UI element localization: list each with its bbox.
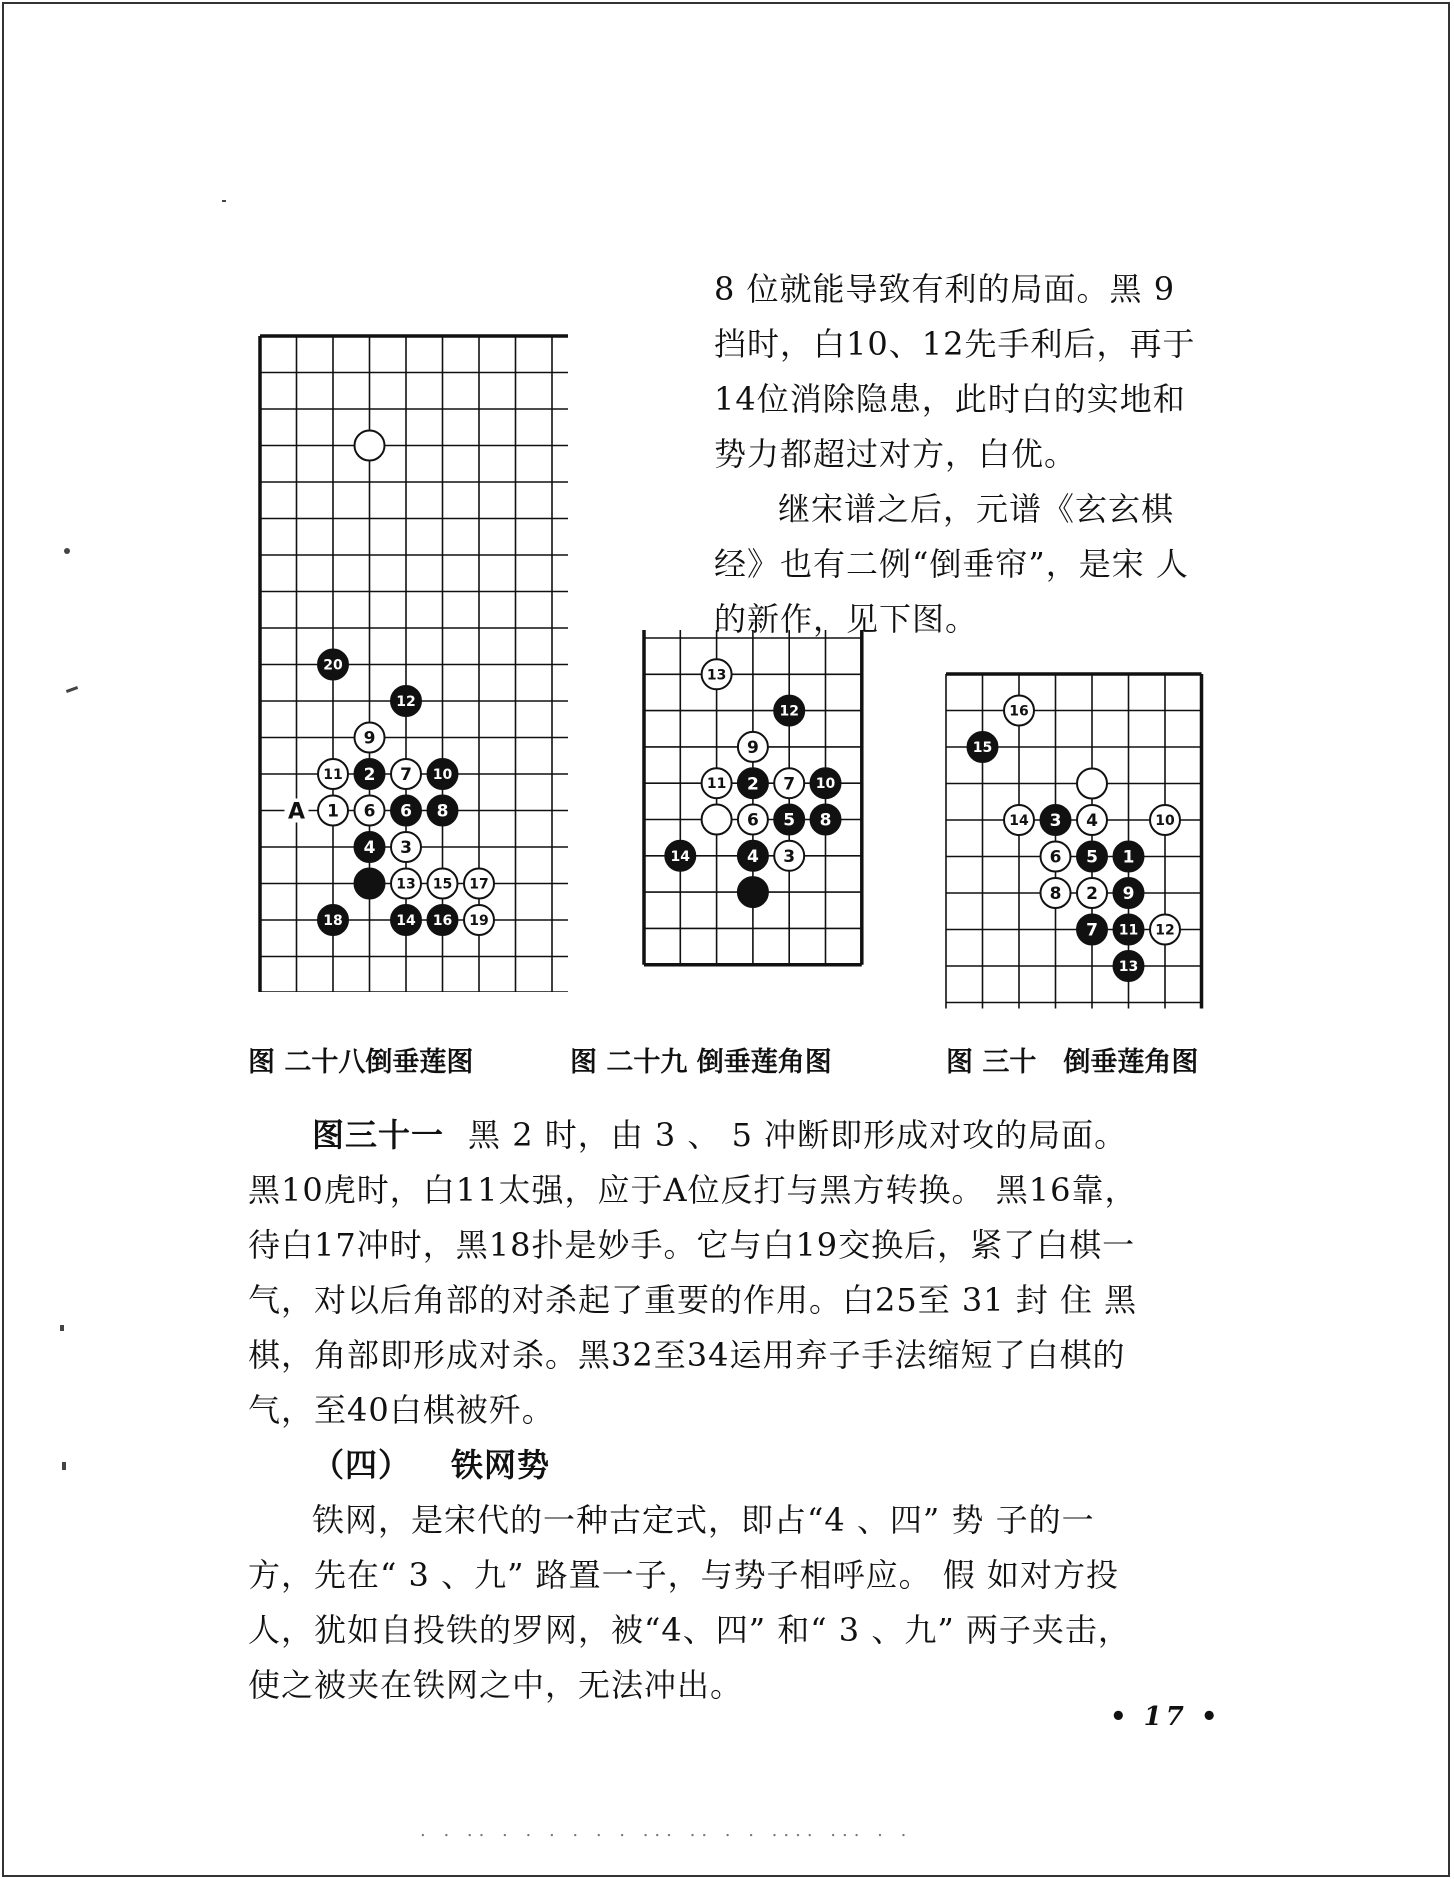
text-line: 棋，角部即形成对杀。黑32至34运用弃子手法缩短了白棋的 bbox=[248, 1336, 1126, 1374]
stone-label: 11 bbox=[706, 776, 727, 793]
go-board-svg bbox=[258, 328, 598, 992]
text-line: 继宋谱之后，元谱《玄玄棋 bbox=[778, 490, 1175, 528]
page-number: • 17 • bbox=[1110, 1702, 1222, 1732]
stone-label: 14 bbox=[1009, 813, 1029, 830]
scan-speck bbox=[222, 200, 226, 202]
scan-speck bbox=[60, 1325, 64, 1331]
figure-31-label: 图三十一 bbox=[312, 1116, 445, 1154]
stone-label: 10 bbox=[815, 776, 836, 793]
stone-label: 5 bbox=[1086, 847, 1098, 868]
stone-label: 13 bbox=[396, 876, 416, 893]
stone-label: 6 bbox=[746, 810, 759, 831]
stone-label: 7 bbox=[1086, 920, 1098, 941]
stone-label: 13 bbox=[1118, 959, 1139, 976]
white-stone bbox=[702, 805, 732, 835]
stone-label: 11 bbox=[1118, 922, 1139, 939]
go-board-figure-29 bbox=[640, 630, 920, 1004]
stone-label: 18 bbox=[323, 913, 343, 930]
stone-label: 4 bbox=[746, 846, 759, 867]
white-stone bbox=[1077, 769, 1107, 799]
stone-label: 1 bbox=[327, 801, 339, 822]
text-line: 气，至40白棋被歼。 bbox=[248, 1391, 555, 1429]
stone-label: 4 bbox=[1086, 811, 1098, 832]
go-board-svg bbox=[640, 630, 920, 1004]
stone-label: 20 bbox=[323, 657, 343, 674]
stone-label: 16 bbox=[1009, 703, 1029, 720]
stone-label: 5 bbox=[783, 810, 796, 831]
stone-label: 1 bbox=[1122, 847, 1135, 868]
text-line: 气，对以后角部的对杀起了重要的作用。白25至 31 封 住 黑 bbox=[248, 1281, 1138, 1319]
black-stone bbox=[738, 877, 768, 907]
text-line: 方，先在“ 3 、九” 路置一子，与势子相呼应。 假 如对方投 bbox=[248, 1556, 1119, 1594]
stone-label: 14 bbox=[670, 848, 691, 865]
stone-label: 2 bbox=[1086, 884, 1098, 905]
text-line: 挡时，白10、12先手利后，再于 bbox=[714, 325, 1196, 363]
body-text bbox=[248, 1108, 1268, 1713]
stone-label: 8 bbox=[436, 801, 449, 822]
text-line: 待白17冲时，黑18扑是妙手。它与白19交换后，紧了白棋一 bbox=[248, 1226, 1136, 1264]
scan-speck bbox=[64, 548, 70, 554]
go-board-figure-30 bbox=[940, 670, 1250, 1020]
stone-label: 4 bbox=[363, 838, 376, 859]
stone-label: 6 bbox=[400, 801, 412, 822]
black-stone bbox=[355, 869, 385, 899]
stone-label: 8 bbox=[1049, 884, 1062, 905]
text-line: 黑10虎时，白11太强，应于A位反打与黑方转换。 黑16靠， bbox=[248, 1171, 1138, 1209]
section-title: 铁网势 bbox=[451, 1446, 551, 1484]
stone-label: 3 bbox=[1049, 811, 1062, 832]
text-line: 铁网，是宋代的一种古定式，即占“4 、四” 势 子的一 bbox=[312, 1501, 1095, 1539]
text-line: 黑 2 时，由 3 、 5 冲断即形成对攻的局面。 bbox=[468, 1116, 1128, 1154]
stone-label: 9 bbox=[363, 728, 376, 749]
stone-label: 2 bbox=[746, 774, 759, 795]
caption-figure-30: 图 三十 倒垂莲角图 bbox=[946, 1047, 1199, 1078]
text-line: 的新作，见下图。 bbox=[714, 600, 979, 638]
white-stone bbox=[355, 431, 385, 461]
stone-label: 15 bbox=[972, 740, 993, 757]
stone-label: 10 bbox=[1155, 813, 1175, 830]
paragraph-figure-31 bbox=[248, 1108, 1268, 1163]
stone-label: 11 bbox=[323, 767, 343, 784]
stone-label: 2 bbox=[363, 765, 376, 786]
text-line: 人，犹如自投铁的罗网，被“4、四” 和“ 3 、九” 两子夹击， bbox=[248, 1611, 1131, 1649]
stone-label: 10 bbox=[432, 767, 453, 784]
top-right-paragraph bbox=[714, 262, 1280, 647]
stone-label: 3 bbox=[783, 846, 796, 867]
stone-label: 14 bbox=[396, 913, 416, 930]
grid-lines bbox=[946, 674, 1202, 1009]
stone-label: 7 bbox=[783, 774, 796, 795]
marker-label: A bbox=[287, 799, 306, 825]
stone-label: 3 bbox=[400, 838, 412, 859]
stone-label: 8 bbox=[819, 810, 832, 831]
section-heading bbox=[248, 1438, 1268, 1493]
text-line: 经》也有二例“倒垂帘”，是宋 人 bbox=[714, 545, 1189, 583]
scan-artifacts: . . .. . . . . . . ... .. . . .... ... . . bbox=[420, 1820, 913, 1841]
text-line: 势力都超过对方，白优。 bbox=[714, 435, 1078, 473]
stone-label: 12 bbox=[1155, 922, 1175, 939]
stone-label: 7 bbox=[400, 765, 412, 786]
stone-label: 9 bbox=[1122, 884, 1135, 905]
stone-label: 16 bbox=[432, 913, 453, 930]
caption-figure-28: 图 二十八倒垂莲图 bbox=[248, 1047, 474, 1078]
text-line: 8 位就能导致有利的局面。黑 9 bbox=[714, 270, 1176, 308]
go-board-svg bbox=[940, 670, 1250, 1020]
text-line: 使之被夹在铁网之中，无法冲出。 bbox=[248, 1666, 744, 1704]
scan-speck bbox=[62, 1462, 66, 1470]
stone-label: 17 bbox=[469, 876, 489, 893]
stone-label: 12 bbox=[396, 694, 416, 711]
section-number: （四） bbox=[312, 1446, 412, 1484]
stone-label: 15 bbox=[432, 876, 453, 893]
stone-label: 6 bbox=[363, 801, 376, 822]
caption-figure-29: 图 二十九 倒垂莲角图 bbox=[570, 1047, 832, 1078]
stone-label: 19 bbox=[469, 913, 489, 930]
text-line: 14位消除隐患，此时白的实地和 bbox=[714, 380, 1186, 418]
stone-label: 13 bbox=[706, 667, 727, 684]
go-board-figure-28 bbox=[258, 328, 598, 992]
stone-label: 12 bbox=[779, 703, 799, 720]
stone-label: 9 bbox=[746, 738, 759, 759]
figure-captions bbox=[248, 1040, 1278, 1080]
stone-label: 6 bbox=[1049, 847, 1062, 868]
